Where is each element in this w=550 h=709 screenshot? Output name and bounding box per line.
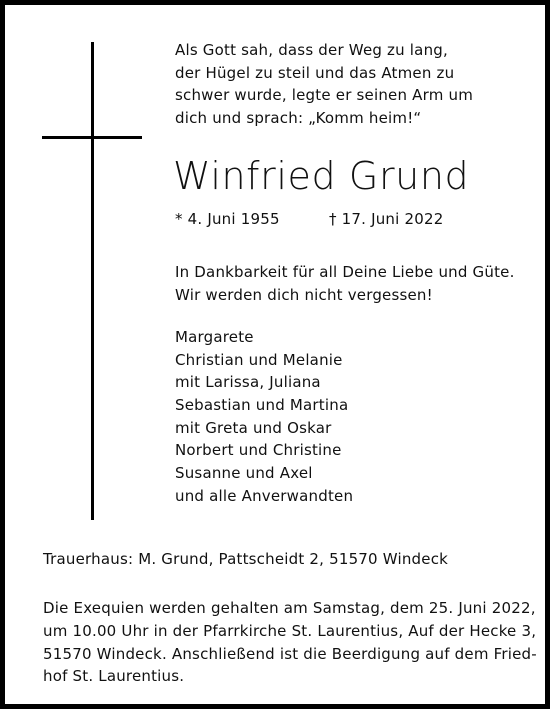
thanks-line: In Dankbarkeit für all Deine Liebe und Güte. — [175, 263, 515, 281]
cross-vertical-bar — [91, 42, 94, 520]
mourner-line: Susanne und Axel — [175, 464, 313, 483]
poem-line: Als Gott sah, dass der Weg zu lang, — [175, 41, 448, 59]
mourner-line: Margarete — [175, 328, 254, 346]
mourning-house-address: Trauerhaus: M. Grund, Pattscheidt 2, 51570 Windeck — [43, 550, 449, 568]
funeral-service-line: Die Exequien werden gehalten am Samstag, dem 25. Juni 2022, — [43, 599, 536, 617]
mourner-line: Christian und Melanie — [175, 350, 343, 369]
mourner-line: Norbert und Christine — [175, 441, 342, 460]
thanks-line: Wir werden dich nicht vergessen! — [175, 285, 433, 304]
funeral-service-line: um 10.00 Uhr in der Pfarrkirche St. Laurentius, Auf der Hecke 3, — [43, 621, 537, 640]
mourner-line: und alle Anverwandten — [175, 486, 354, 505]
mourner-line: Sebastian und Martina — [175, 396, 349, 415]
cross-horizontal-bar — [42, 136, 142, 139]
death-date: † 17. Juni 2022 — [329, 210, 444, 228]
poem-line: der Hügel zu steil und das Atmen zu — [175, 63, 455, 82]
birth-date: * 4. Juni 1955 — [175, 210, 280, 228]
funeral-service-line: 51570 Windeck. Anschließend ist die Beerdigung auf dem Fried- — [43, 644, 537, 663]
poem-text — [175, 39, 473, 129]
thanks-text — [175, 261, 515, 306]
mourners-list — [175, 326, 353, 508]
deceased-name: Winfried Grund — [173, 154, 470, 198]
mourner-line: mit Larissa, Juliana — [175, 373, 321, 392]
poem-line: schwer wurde, legte er seinen Arm um — [175, 86, 474, 105]
funeral-service-line: hof St. Laurentius. — [43, 667, 185, 686]
poem-line: dich und sprach: „Komm heim!“ — [175, 108, 422, 127]
mourner-line: mit Greta und Oskar — [175, 418, 332, 437]
funeral-service-text — [43, 597, 537, 688]
